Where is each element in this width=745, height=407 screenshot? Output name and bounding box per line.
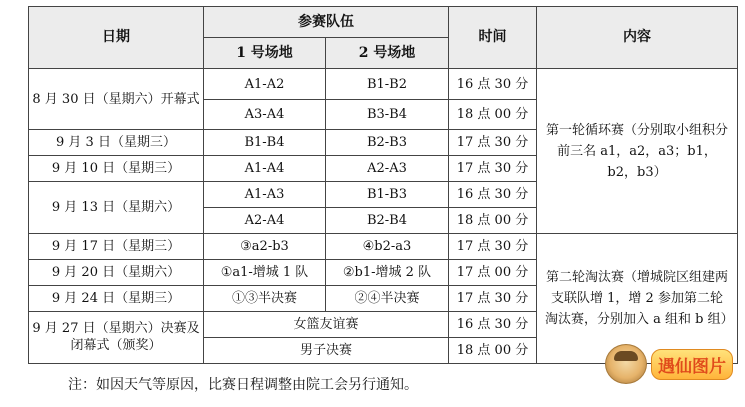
date-cell: 8 月 30 日（星期六）开幕式 xyxy=(29,69,204,129)
date-cell: 9 月 13 日（星期六） xyxy=(29,181,204,233)
venue1-cell: A1-A2 xyxy=(204,69,326,99)
time-cell: 18 点 00 分 xyxy=(449,207,537,233)
date-cell: 9 月 17 日（星期三） xyxy=(29,233,204,259)
date-cell: 9 月 10 日（星期三） xyxy=(29,155,204,181)
venue1-cell: ①a1-增城 1 队 xyxy=(204,259,326,285)
table-row xyxy=(29,69,738,99)
venue1-cell: B1-B4 xyxy=(204,129,326,155)
time-cell: 18 点 00 分 xyxy=(449,337,537,363)
venue2-cell: B1-B2 xyxy=(326,69,449,99)
venue2-cell: B1-B3 xyxy=(326,181,449,207)
header-time: 时间 xyxy=(449,7,537,69)
venue1-cell: ③a2-b3 xyxy=(204,233,326,259)
venue2-cell: ④b2-a3 xyxy=(326,233,449,259)
venue2-cell: B2-B3 xyxy=(326,129,449,155)
header-teams: 参赛队伍 xyxy=(204,7,449,38)
venue1-cell: A1-A4 xyxy=(204,155,326,181)
header-content: 内容 xyxy=(537,7,738,69)
watermark xyxy=(605,346,735,382)
time-cell: 18 点 00 分 xyxy=(449,99,537,129)
venue1-cell: A3-A4 xyxy=(204,99,326,129)
time-cell: 17 点 30 分 xyxy=(449,155,537,181)
content-round1-cell: 第一轮循环赛（分别取小组积分前三名 a1，a2，a3；b1，b2，b3） xyxy=(537,69,738,233)
match-cell: 女篮友谊赛 xyxy=(204,311,449,337)
time-cell: 17 点 00 分 xyxy=(449,259,537,285)
match-cell: 男子决赛 xyxy=(204,337,449,363)
time-cell: 16 点 30 分 xyxy=(449,311,537,337)
venue2-cell: B2-B4 xyxy=(326,207,449,233)
date-cell: 9 月 3 日（星期三） xyxy=(29,129,204,155)
venue2-cell: A2-A3 xyxy=(326,155,449,181)
venue2-cell: ②④半决赛 xyxy=(326,285,449,311)
venue1-cell: A1-A3 xyxy=(204,181,326,207)
footnote: 注：如因天气等原因，比赛日程调整由院工会另行通知。 xyxy=(68,377,418,393)
table-row xyxy=(29,233,738,259)
date-cell: 9 月 27 日（星期六）决赛及闭幕式（颁奖） xyxy=(29,311,204,363)
table-header-row xyxy=(29,7,738,38)
portrait-icon xyxy=(605,344,647,384)
venue1-cell: A2-A4 xyxy=(204,207,326,233)
time-cell: 16 点 30 分 xyxy=(449,181,537,207)
schedule-table xyxy=(28,6,738,364)
venue2-cell: B3-B4 xyxy=(326,99,449,129)
header-venue-2: 2 号场地 xyxy=(326,38,449,69)
time-cell: 16 点 30 分 xyxy=(449,69,537,99)
venue2-cell: ②b1-增城 2 队 xyxy=(326,259,449,285)
date-cell: 9 月 24 日（星期三） xyxy=(29,285,204,311)
venue1-cell: ①③半决赛 xyxy=(204,285,326,311)
time-cell: 17 点 30 分 xyxy=(449,129,537,155)
time-cell: 17 点 30 分 xyxy=(449,285,537,311)
watermark-text: 遇仙图片 xyxy=(651,349,733,380)
header-date: 日期 xyxy=(29,7,204,69)
time-cell: 17 点 30 分 xyxy=(449,233,537,259)
date-cell: 9 月 20 日（星期六） xyxy=(29,259,204,285)
header-venue-1: 1 号场地 xyxy=(204,38,326,69)
content-round2-cell: 第二轮淘汰赛（增城院区组建两支联队增 1，增 2 参加第二轮淘汰赛，分别加入 a 组和 b 组） xyxy=(537,233,738,363)
